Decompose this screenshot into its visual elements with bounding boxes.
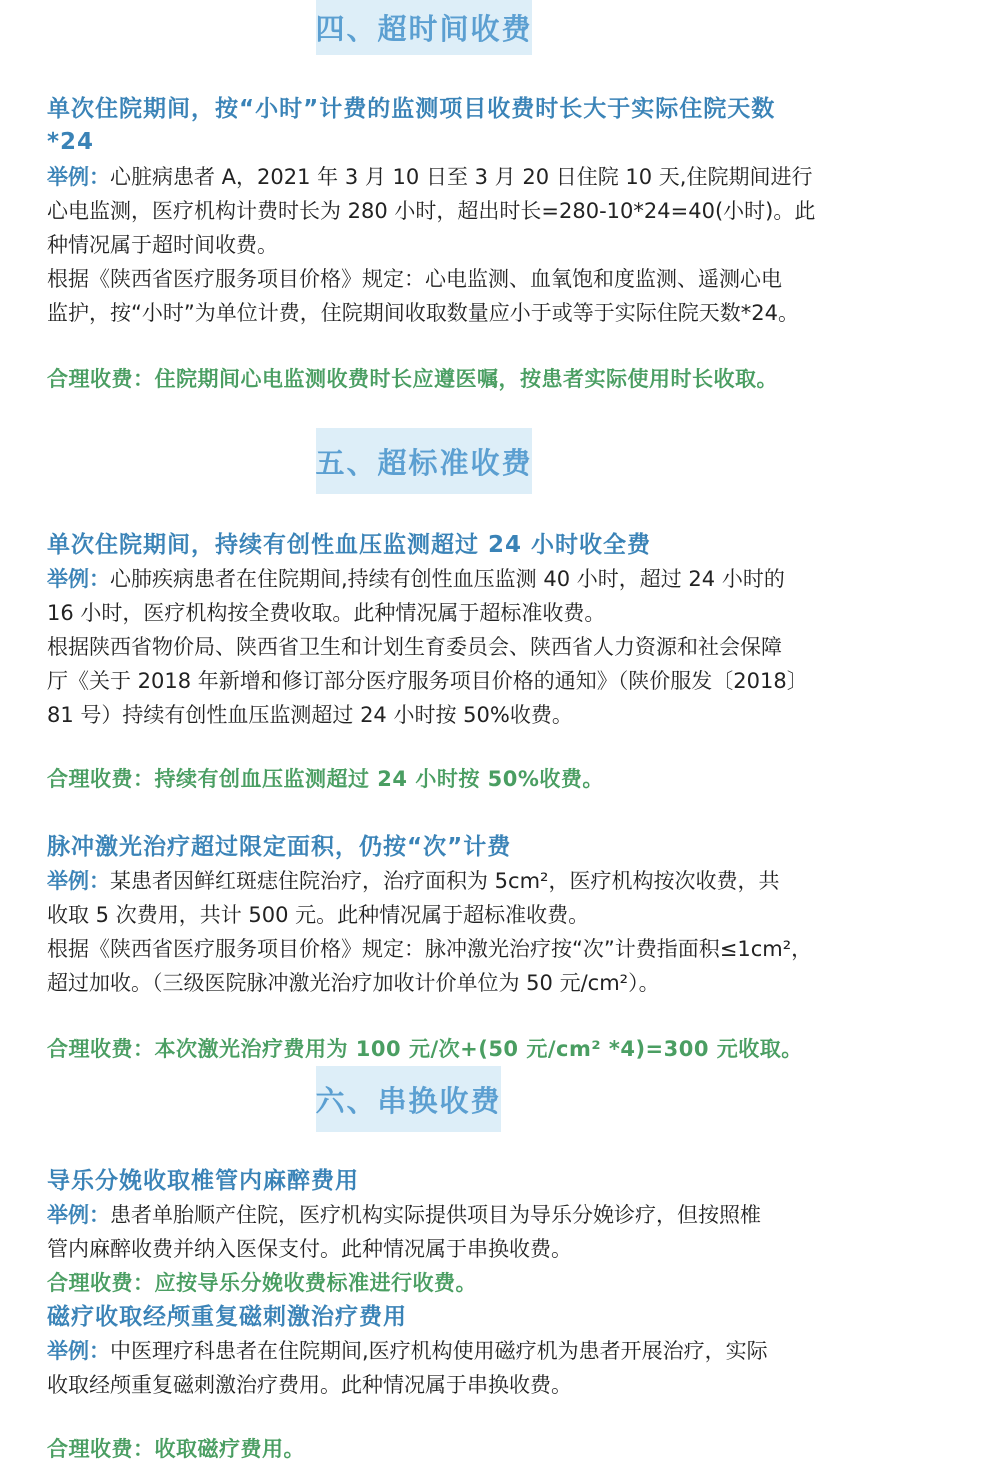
basis-text: 根据《陕西省医疗服务项目价格》规定：脉冲激光治疗按“次”计费指面积≤1cm²， — [47, 937, 813, 961]
basis-text: 81 号）持续有创性血压监测超过 24 小时按 50%收费。 — [47, 703, 573, 727]
example-label: 举例： — [47, 869, 110, 893]
example-text: 心肺疾病患者在住院期间,持续有创性血压监测 40 小时，超过 24 小时的 — [110, 567, 785, 591]
section-banner-substitution: 六、串换收费 — [316, 1066, 501, 1132]
case-heading: 单次住院期间，按“小时”计费的监测项目收费时长大于实际住院天数 — [47, 96, 776, 122]
reasonable-charge: 合理收费：收取磁疗费用。 — [47, 1437, 305, 1461]
example-line — [47, 1334, 768, 1368]
case-heading: 磁疗收取经颅重复磁刺激治疗费用 — [47, 1304, 407, 1330]
example-line — [47, 864, 779, 898]
example-label: 举例： — [47, 1339, 110, 1363]
basis-text: 监护，按“小时”为单位计费，住院期间收取数量应小于或等于实际住院天数*24。 — [47, 301, 799, 325]
example-label: 举例： — [47, 1203, 110, 1227]
example-text: 患者单胎顺产住院，医疗机构实际提供项目为导乐分娩诊疗，但按照椎 — [110, 1203, 761, 1227]
example-text: 管内麻醉收费并纳入医保支付。此种情况属于串换收费。 — [47, 1237, 572, 1261]
example-text: 收取 5 次费用，共计 500 元。此种情况属于超标准收费。 — [47, 903, 590, 927]
basis-text: 超过加收。（三级医院脉冲激光治疗加收计价单位为 50 元/cm²）。 — [47, 971, 660, 995]
case-heading: 脉冲激光治疗超过限定面积，仍按“次”计费 — [47, 834, 512, 860]
example-text: 种情况属于超时间收费。 — [47, 233, 278, 257]
reasonable-charge: 合理收费：本次激光治疗费用为 100 元/次+(50 元/cm² *4)=300 元收取。 — [47, 1037, 803, 1061]
example-text: 收取经颅重复磁刺激治疗费用。此种情况属于串换收费。 — [47, 1373, 572, 1397]
basis-text: 根据《陕西省医疗服务项目价格》规定：心电监测、血氧饱和度监测、遥测心电 — [47, 267, 782, 291]
example-text: 心电监测，医疗机构计费时长为 280 小时，超出时长=280-10*24=40(小时)。此 — [47, 199, 816, 223]
example-line — [47, 160, 812, 194]
section-banner-overstandard: 五、超标准收费 — [316, 428, 532, 494]
case-heading: 导乐分娩收取椎管内麻醉费用 — [47, 1168, 359, 1194]
example-line — [47, 1198, 761, 1232]
example-text: 某患者因鲜红斑痣住院治疗，治疗面积为 5cm²，医疗机构按次收费，共 — [110, 869, 780, 893]
section-banner-overtime: 四、超时间收费 — [316, 0, 532, 55]
reasonable-charge: 合理收费：住院期间心电监测收费时长应遵医嘱，按患者实际使用时长收取。 — [47, 367, 778, 391]
case-heading-continued: *24 — [47, 129, 95, 155]
example-text: 中医理疗科患者在住院期间,医疗机构使用磁疗机为患者开展治疗，实际 — [110, 1339, 768, 1363]
reasonable-charge: 合理收费：持续有创血压监测超过 24 小时按 50%收费。 — [47, 767, 604, 791]
example-label: 举例： — [47, 165, 110, 189]
example-line — [47, 562, 785, 596]
example-text: 心脏病患者 A，2021 年 3 月 10 日至 3 月 20 日住院 10 天,住院期间进行 — [110, 165, 813, 189]
case-heading: 单次住院期间，持续有创性血压监测超过 24 小时收全费 — [47, 532, 652, 558]
basis-text: 根据陕西省物价局、陕西省卫生和计划生育委员会、陕西省人力资源和社会保障 — [47, 635, 782, 659]
example-label: 举例： — [47, 567, 110, 591]
basis-text: 厅《关于 2018 年新增和修订部分医疗服务项目价格的通知》（陕价服发〔2018〕 — [47, 669, 808, 693]
reasonable-charge: 合理收费：应按导乐分娩收费标准进行收费。 — [47, 1271, 477, 1295]
example-text: 16 小时，医疗机构按全费收取。此种情况属于超标准收费。 — [47, 601, 606, 625]
